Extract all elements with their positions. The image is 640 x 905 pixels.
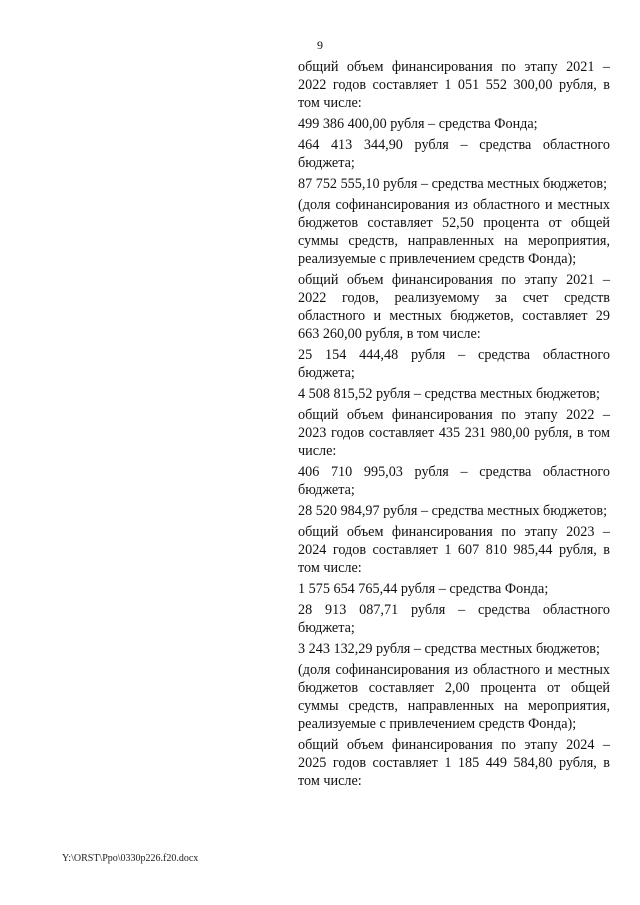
- paragraph: общий объем финансирования по этапу 2021 – 2022 годов составляет 1 051 552 300,00 рубля, в том числе:: [298, 59, 610, 111]
- text-column: [298, 58, 610, 793]
- paragraph: 28 520 984,97 рубля – средства местных бюджетов;: [298, 503, 608, 519]
- paragraph: 499 386 400,00 рубля – средства Фонда;: [298, 116, 538, 132]
- paragraph: 464 413 344,90 рубля – средства областного бюджета;: [298, 137, 610, 171]
- paragraph: 87 752 555,10 рубля – средства местных бюджетов;: [298, 176, 608, 192]
- paragraph: общий объем финансирования по этапу 2024 – 2025 годов составляет 1 185 449 584,80 рубля, в том числе:: [298, 737, 610, 789]
- page-number: 9: [317, 38, 323, 52]
- paragraph: общий объем финансирования по этапу 2023 – 2024 годов составляет 1 607 810 985,44 рубля, в том числе:: [298, 524, 610, 576]
- file-path-footer: Y:\ORST\Ppo\0330p226.f20.docx: [62, 853, 199, 864]
- paragraph: общий объем финансирования по этапу 2021 – 2022 годов, реализуемому за счет средств областного и местных бюджетов, составляет 29 663 260,00 рубля, в том числе:: [298, 272, 610, 342]
- paragraph: 4 508 815,52 рубля – средства местных бюджетов;: [298, 386, 600, 402]
- paragraph: 28 913 087,71 рубля – средства областного бюджета;: [298, 602, 610, 636]
- paragraph: общий объем финансирования по этапу 2022 – 2023 годов составляет 435 231 980,00 рубля, в том числе:: [298, 407, 610, 459]
- paragraph: 1 575 654 765,44 рубля – средства Фонда;: [298, 581, 549, 597]
- paragraph: 3 243 132,29 рубля – средства местных бюджетов;: [298, 641, 600, 657]
- paragraph: 406 710 995,03 рубля – средства областного бюджета;: [298, 464, 610, 498]
- paragraph: (доля софинансирования из областного и местных бюджетов составляет 52,50 процента от общей суммы средств, направленных на мероприятия, реализуемые с привлечением средств Фонда);: [298, 197, 610, 267]
- paragraph: 25 154 444,48 рубля – средства областного бюджета;: [298, 347, 610, 381]
- paragraph: (доля софинансирования из областного и местных бюджетов составляет 2,00 процента от общей суммы средств, направленных на мероприятия, реализуемые с привлечением средств Фонда);: [298, 662, 610, 732]
